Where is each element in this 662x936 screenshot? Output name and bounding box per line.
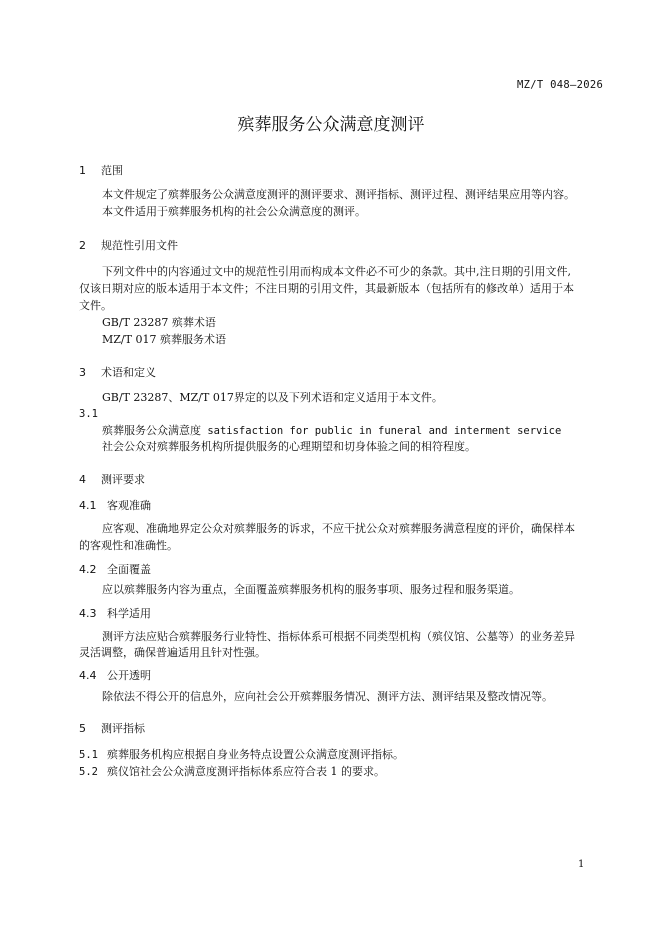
- section-5-title: 测评指标: [101, 722, 145, 735]
- section-1-heading: [79, 162, 123, 178]
- section-3-number: 3: [79, 366, 86, 379]
- clause-5-2: [79, 764, 385, 781]
- section-1-number: 1: [79, 164, 86, 177]
- subsection-4-2-title: 全面覆盖: [107, 563, 151, 576]
- subsection-4-3-heading: [79, 605, 151, 621]
- section-3-paragraph: GB/T 23287、MZ/T 017界定的以及下列术语和定义适用于本文件。: [102, 391, 443, 404]
- subsection-4-3-line-2: 灵活调整，确保普遍适用且针对性强。: [79, 646, 266, 659]
- section-2-paragraph-line-3: 文件。: [79, 299, 112, 312]
- section-3-heading: [79, 364, 156, 380]
- section-2-paragraph-line-1: 下列文件中的内容通过文中的规范性引用而构成本文件必不可少的条款。其中,注日期的引用文件,: [102, 265, 571, 278]
- section-4-title: 测评要求: [101, 473, 145, 486]
- subsection-4-1-number: 4.1: [79, 499, 97, 512]
- term-3-1-heading: [102, 423, 561, 440]
- subsection-4-2-number: 4.2: [79, 563, 97, 576]
- section-1-paragraph-1: 本文件规定了殡葬服务公众满意度测评的测评要求、测评指标、测评过程、测评结果应用等内容。: [102, 188, 575, 201]
- clause-5-2-text: 殡仪馆社会公众满意度测评指标体系应符合表 1 的要求。: [107, 765, 385, 778]
- clause-5-2-number: 5.2: [79, 766, 98, 778]
- section-2-heading: [79, 237, 178, 253]
- term-chinese: 殡葬服务公众满意度: [102, 424, 201, 437]
- document-title: 殡葬服务公众满意度测评: [237, 115, 425, 135]
- section-5-heading: [79, 720, 145, 736]
- term-english: satisfaction for public in funeral and interment service: [201, 425, 562, 437]
- subsection-4-2-line-1: 应以殡葬服务内容为重点，全面覆盖殡葬服务机构的服务事项、服务过程和服务渠道。: [102, 583, 520, 596]
- subsection-4-2-heading: [79, 561, 151, 577]
- subsection-4-4-line-1: 除依法不得公开的信息外，应向社会公开殡葬服务情况、测评方法、测评结果及整改情况等。: [102, 690, 553, 703]
- page-number: 1: [578, 859, 585, 870]
- section-2-title: 规范性引用文件: [101, 239, 178, 252]
- subsection-4-1-title: 客观准确: [107, 499, 151, 512]
- subsection-4-1-heading: [79, 497, 151, 513]
- term-3-1-number: 3.1: [79, 408, 98, 420]
- subsection-4-3-number: 4.3: [79, 607, 97, 620]
- reference-gb-t-23287: GB/T 23287 殡葬术语: [102, 316, 216, 329]
- section-5-number: 5: [79, 722, 86, 735]
- reference-mz-t-017: MZ/T 017 殡葬服务术语: [102, 333, 226, 346]
- subsection-4-4-heading: [79, 667, 151, 683]
- section-4-number: 4: [79, 473, 86, 486]
- subsection-4-1-line-2: 的客观性和准确性。: [79, 539, 178, 552]
- clause-5-1-number: 5.1: [79, 749, 98, 761]
- subsection-4-3-title: 科学适用: [107, 607, 151, 620]
- standard-code: MZ/T 048—2026: [517, 79, 604, 91]
- section-2-paragraph-line-2: 仅该日期对应的版本适用于本文件；不注日期的引用文件，其最新版本（包括所有的修改单）适用于本: [79, 282, 574, 295]
- term-3-1-definition: 社会公众对殡葬服务机构所提供服务的心理期望和切身体验之间的相符程度。: [102, 440, 476, 453]
- section-4-heading: [79, 471, 145, 487]
- subsection-4-4-title: 公开透明: [107, 669, 151, 682]
- section-3-title: 术语和定义: [101, 366, 156, 379]
- section-1-paragraph-2: 本文件适用于殡葬服务机构的社会公众满意度的测评。: [102, 205, 366, 218]
- subsection-4-1-line-1: 应客观、准确地界定公众对殡葬服务的诉求，不应干扰公众对殡葬服务满意程度的评价，确保样本: [102, 522, 575, 535]
- clause-5-1: [79, 747, 404, 764]
- subsection-4-3-line-1: 测评方法应贴合殡葬服务行业特性、指标体系可根据不同类型机构（殡仪馆、公墓等）的业务差异: [102, 630, 575, 643]
- section-1-title: 范围: [101, 164, 123, 177]
- section-2-number: 2: [79, 239, 86, 252]
- clause-5-1-text: 殡葬服务机构应根据自身业务特点设置公众满意度测评指标。: [107, 748, 404, 761]
- subsection-4-4-number: 4.4: [79, 669, 97, 682]
